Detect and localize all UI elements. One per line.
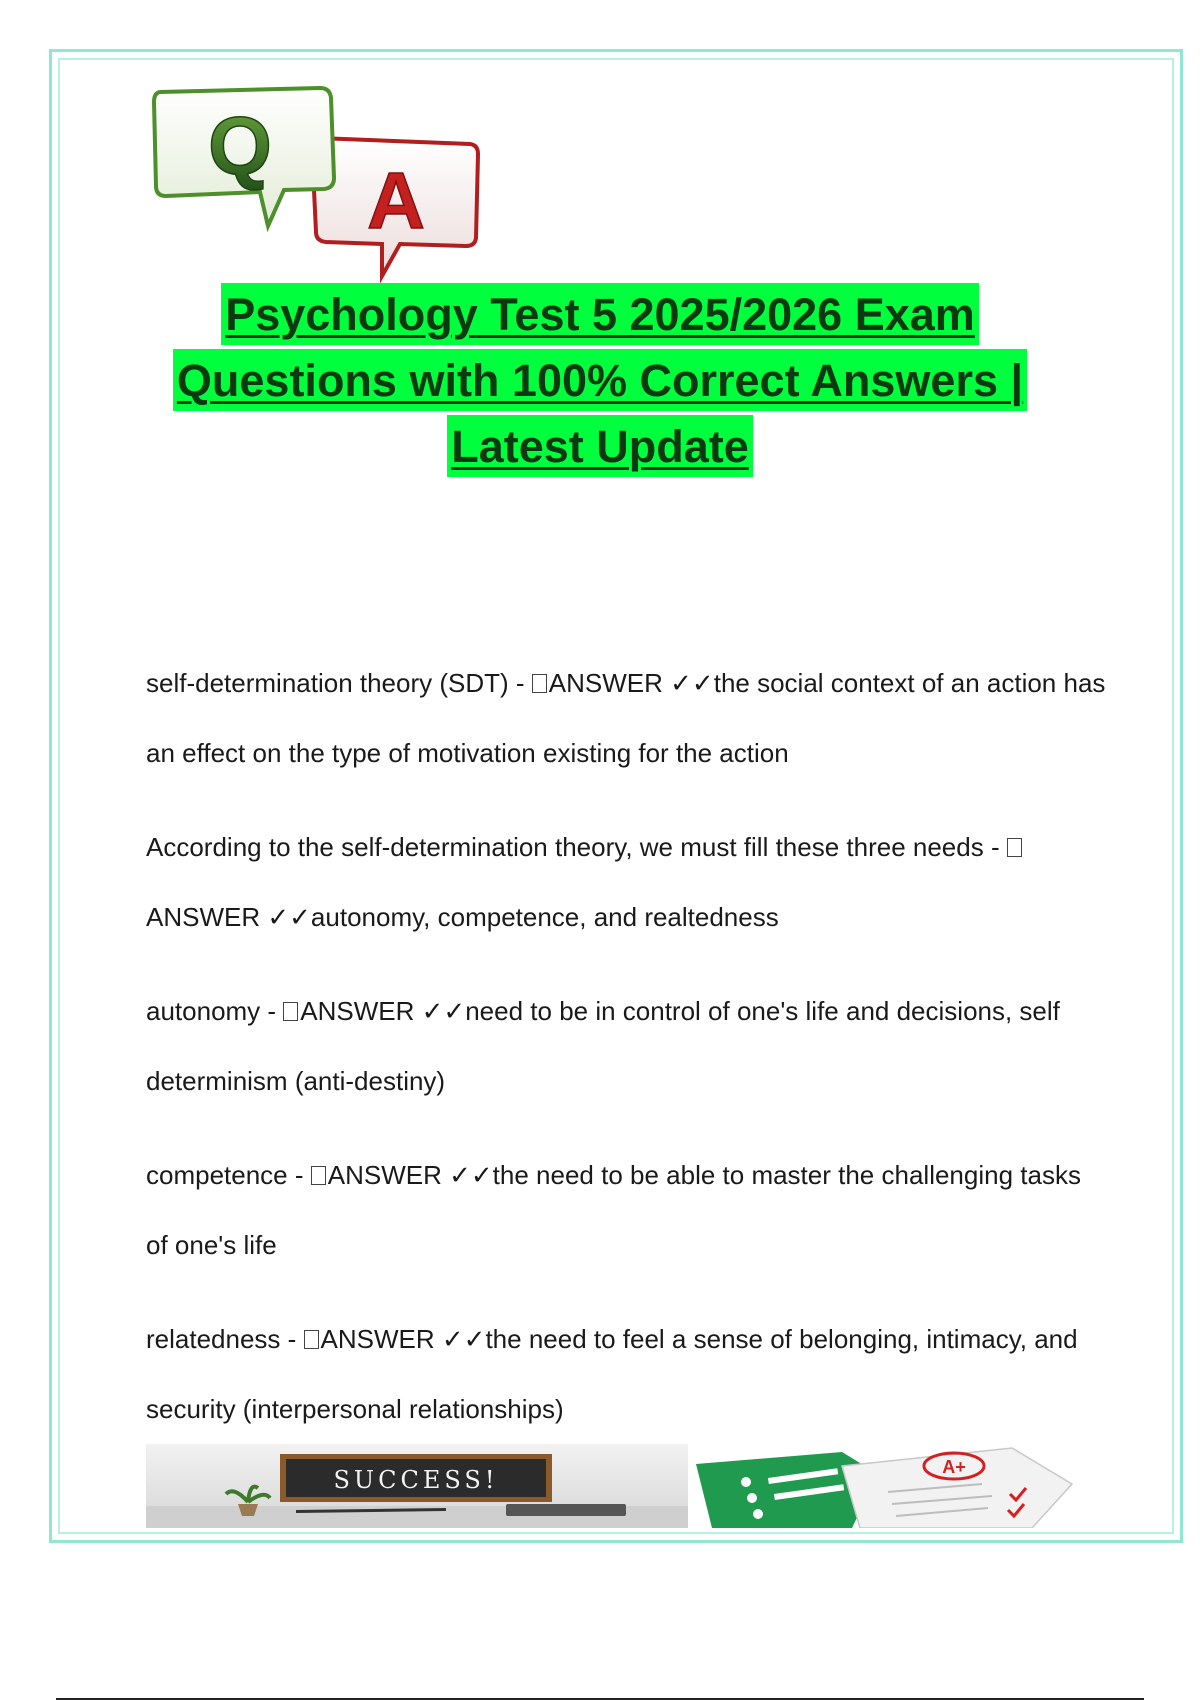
qa-entry-three-needs bbox=[146, 812, 1106, 952]
qa-term: autonomy - bbox=[146, 996, 284, 1026]
qa-answer: the need to be able to master the challenging tasks of one's life bbox=[146, 1160, 1081, 1260]
graded-paper-image bbox=[692, 1444, 1080, 1528]
qa-entry-autonomy bbox=[146, 976, 1106, 1116]
qa-list bbox=[146, 648, 1106, 1468]
qa-term: competence - bbox=[146, 1160, 311, 1190]
answer-label: ANSWER ✓✓ bbox=[548, 668, 714, 698]
a-letter: A bbox=[367, 156, 425, 245]
title-line-1: Psychology Test 5 2025/2026 Exam bbox=[221, 283, 979, 345]
qa-term: According to the self-determination theory, we must fill these three needs - bbox=[146, 832, 1007, 862]
answer-marker-icon bbox=[532, 674, 547, 693]
qa-answer: the social context of an action has an effect on the type of motivation existing for the action bbox=[146, 668, 1106, 768]
answer-label: ANSWER ✓✓ bbox=[300, 996, 466, 1026]
q-letter: Q bbox=[208, 101, 272, 192]
qa-term: relatedness - bbox=[146, 1324, 304, 1354]
qa-entry-competence bbox=[146, 1140, 1106, 1280]
answer-label: ANSWER ✓✓ bbox=[327, 1160, 493, 1190]
qa-answer: autonomy, competence, and realtedness bbox=[310, 902, 779, 932]
answer-marker-icon bbox=[304, 1330, 319, 1349]
footer-images bbox=[146, 1444, 1080, 1528]
grade-text: A+ bbox=[942, 1457, 966, 1477]
qa-answer: the need to feel a sense of belonging, intimacy, and security (interpersonal relationships) bbox=[146, 1324, 1078, 1424]
document-title bbox=[100, 283, 1100, 481]
answer-label: ANSWER ✓✓ bbox=[320, 1324, 486, 1354]
success-chalkboard-image bbox=[146, 1444, 688, 1528]
qa-entry-sdt bbox=[146, 648, 1106, 788]
answer-marker-icon bbox=[283, 1002, 298, 1021]
success-text: SUCCESS! bbox=[333, 1466, 499, 1494]
laptop-icon bbox=[506, 1504, 626, 1516]
qa-term: self-determination theory (SDT) - bbox=[146, 668, 532, 698]
answer-marker-icon bbox=[311, 1166, 326, 1185]
title-line-2: Questions with 100% Correct Answers | bbox=[173, 349, 1027, 411]
answer-marker-icon bbox=[1007, 838, 1022, 857]
answer-label: ANSWER ✓✓ bbox=[146, 902, 311, 932]
title-line-3: Latest Update bbox=[447, 415, 753, 477]
qa-entry-relatedness bbox=[146, 1304, 1106, 1444]
qa-answer: need to be in control of one's life and decisions, self determinism (anti-destiny) bbox=[146, 996, 1060, 1096]
qa-logo-icon bbox=[150, 86, 484, 286]
